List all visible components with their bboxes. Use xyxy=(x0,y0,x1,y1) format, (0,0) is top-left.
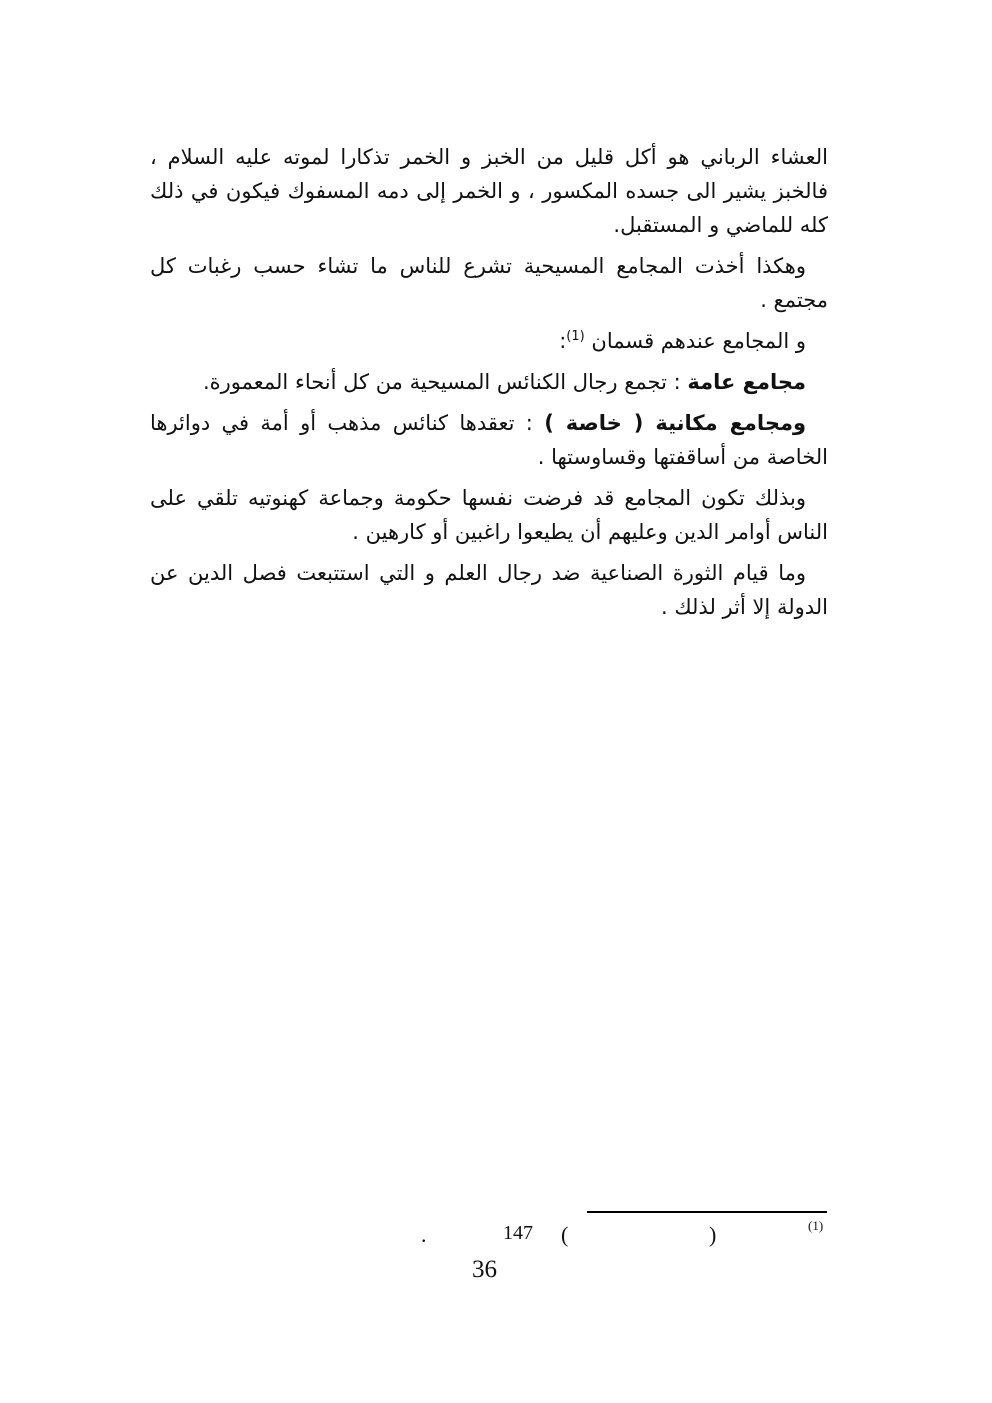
local-councils-definition: : تعقدها كنائس مذهب أو أمة في دوائرها الخاصة من أساقفتها وقساوستها . xyxy=(150,411,828,469)
paragraph-council-divisions xyxy=(150,324,828,358)
footnote-paren-open: ( xyxy=(561,1222,569,1247)
general-councils-definition: : تجمع رجال الكنائس المسيحية من كل أنحاء المعمورة. xyxy=(202,370,688,394)
footnote-page: 147 xyxy=(503,1222,533,1244)
council-divisions-colon: : xyxy=(559,329,567,353)
local-councils-term: ومجامع مكانية ( خاصة ) xyxy=(544,411,807,435)
council-divisions-text: و المجامع عندهم قسمان xyxy=(584,329,806,353)
page-number: 36 xyxy=(472,1256,497,1283)
general-councils-term: مجامع عامة xyxy=(687,370,806,394)
footnote-dot: . xyxy=(421,1222,427,1247)
paragraph-lords-supper: العشاء الرباني هو أكل قليل من الخبز و الخمر تذكارا لموته عليه السلام ، فالخبز يشير الى جسده المكسور ، و الخمر إلى دمه المسفوك فيكون في ذلك كله للماضي و المستقبل. xyxy=(150,145,828,237)
footnote-marker: (1) xyxy=(808,1218,824,1233)
page-body-text xyxy=(150,140,828,631)
paragraph-industrial-revolution: وما قيام الثورة الصناعية ضد رجال العلم و التي استتبعت فصل الدين عن الدولة إلا أثر لذلك . xyxy=(150,561,828,619)
paragraph-general-councils xyxy=(150,365,828,399)
paragraph-councils-legislate: وهكذا أخذت المجامع المسيحية تشرع للناس ما تشاء حسب رغبات كل مجتمع . xyxy=(150,254,828,312)
footnote-separator xyxy=(587,1211,827,1213)
footnote-reference: (1) xyxy=(566,329,585,344)
paragraph-councils-government: وبذلك تكون المجامع قد فرضت نفسها حكومة وجماعة كهنوتيه تلقي على الناس أوامر الدين وعليهم أن يطيعوا راغبين أو كارهين . xyxy=(150,486,828,544)
footnote-paren-close: ) xyxy=(709,1222,717,1247)
paragraph-local-councils xyxy=(150,406,828,474)
